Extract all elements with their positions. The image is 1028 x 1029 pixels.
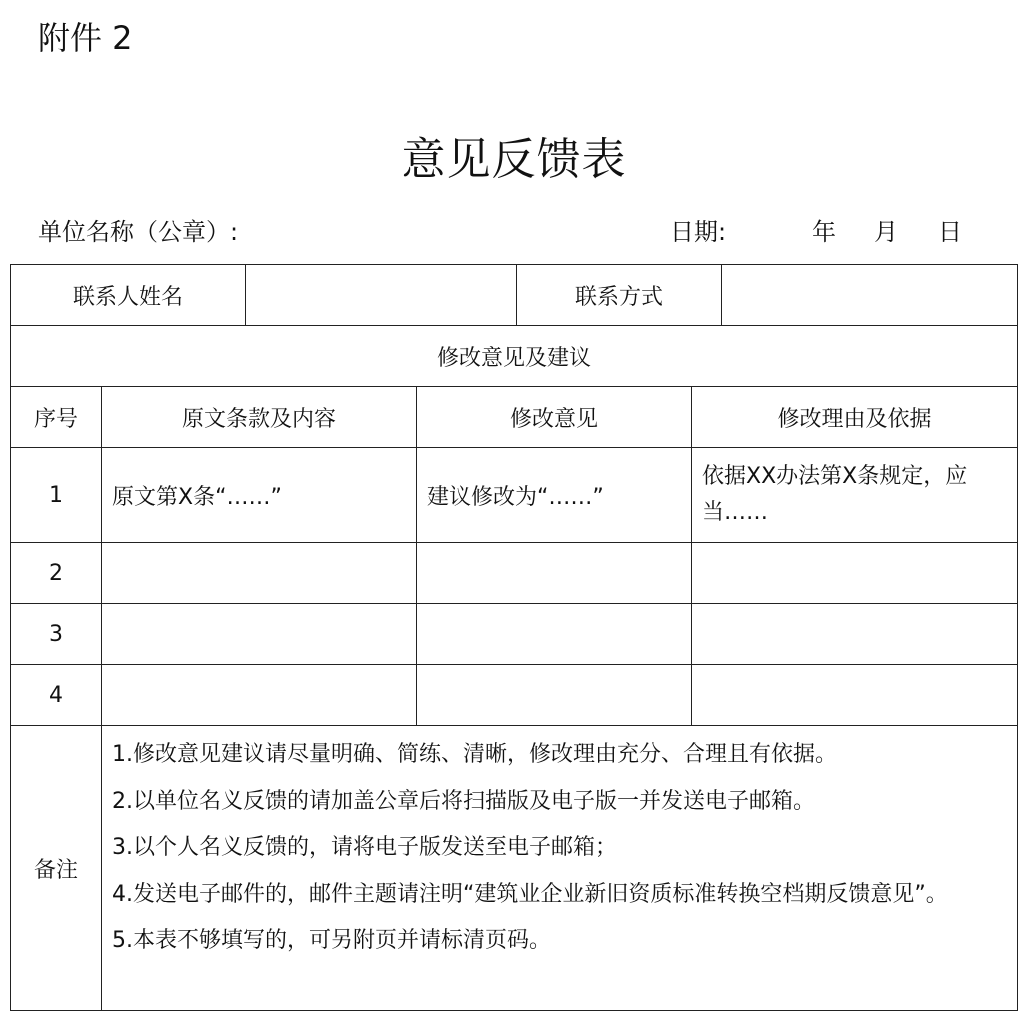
date-day: 日 — [938, 218, 962, 246]
section-header: 修改意见及建议 — [11, 326, 1018, 387]
attachment-label: 附件 2 — [38, 19, 133, 57]
row-number: 4 — [11, 665, 102, 726]
date-label: 日期: — [670, 218, 727, 246]
row-number: 1 — [11, 448, 102, 543]
table-row — [11, 604, 1018, 665]
contact-name-label: 联系人姓名 — [11, 265, 246, 326]
feedback-form-table — [10, 264, 1018, 1011]
row-number: 3 — [11, 604, 102, 665]
page-title: 意见反馈表 — [401, 134, 627, 185]
notes-label: 备注 — [11, 726, 102, 1011]
opinion-cell[interactable] — [417, 543, 692, 604]
original-clause-cell[interactable] — [102, 543, 417, 604]
reason-cell[interactable] — [692, 543, 1018, 604]
date-line — [670, 214, 962, 250]
contact-name-cell[interactable] — [246, 265, 517, 326]
opinion-cell[interactable] — [417, 604, 692, 665]
opinion-cell[interactable] — [417, 665, 692, 726]
column-header-no: 序号 — [11, 387, 102, 448]
note-item: 2.以单位名义反馈的请加盖公章后将扫描版及电子版一并发送电子邮箱。 — [112, 788, 815, 814]
contact-method-cell[interactable] — [722, 265, 1018, 326]
org-name-label: 单位名称（公章）: — [38, 218, 239, 246]
note-item: 3.以个人名义反馈的，请将电子版发送至电子邮箱； — [112, 835, 617, 860]
reason-cell[interactable] — [692, 665, 1018, 726]
table-row — [11, 665, 1018, 726]
column-header-reason: 修改理由及依据 — [692, 387, 1018, 448]
note-item: 1.修改意见建议请尽量明确、简练、清晰，修改理由充分、合理且有依据。 — [112, 742, 837, 767]
date-month: 月 — [874, 218, 898, 246]
reason-cell[interactable]: 依据XX办法第X条规定，应当…… — [692, 448, 1018, 543]
column-header-original: 原文条款及内容 — [102, 387, 417, 448]
opinion-cell[interactable]: 建议修改为“……” — [417, 448, 692, 543]
column-header-opinion: 修改意见 — [417, 387, 692, 448]
original-clause-cell[interactable]: 原文第X条“……” — [102, 448, 417, 543]
original-clause-cell[interactable] — [102, 604, 417, 665]
notes-cell — [102, 726, 1018, 1011]
row-number: 2 — [11, 543, 102, 604]
reason-cell[interactable] — [692, 604, 1018, 665]
table-row — [11, 543, 1018, 604]
note-item: 4.发送电子邮件的，邮件主题请注明“建筑业企业新旧资质标准转换空档期反馈意见”。 — [112, 881, 948, 907]
note-item: 5.本表不够填写的，可另附页并请标清页码。 — [112, 928, 551, 953]
table-row — [11, 448, 1018, 543]
original-clause-cell[interactable] — [102, 665, 417, 726]
date-year: 年 — [812, 218, 836, 246]
contact-method-label: 联系方式 — [517, 265, 722, 326]
